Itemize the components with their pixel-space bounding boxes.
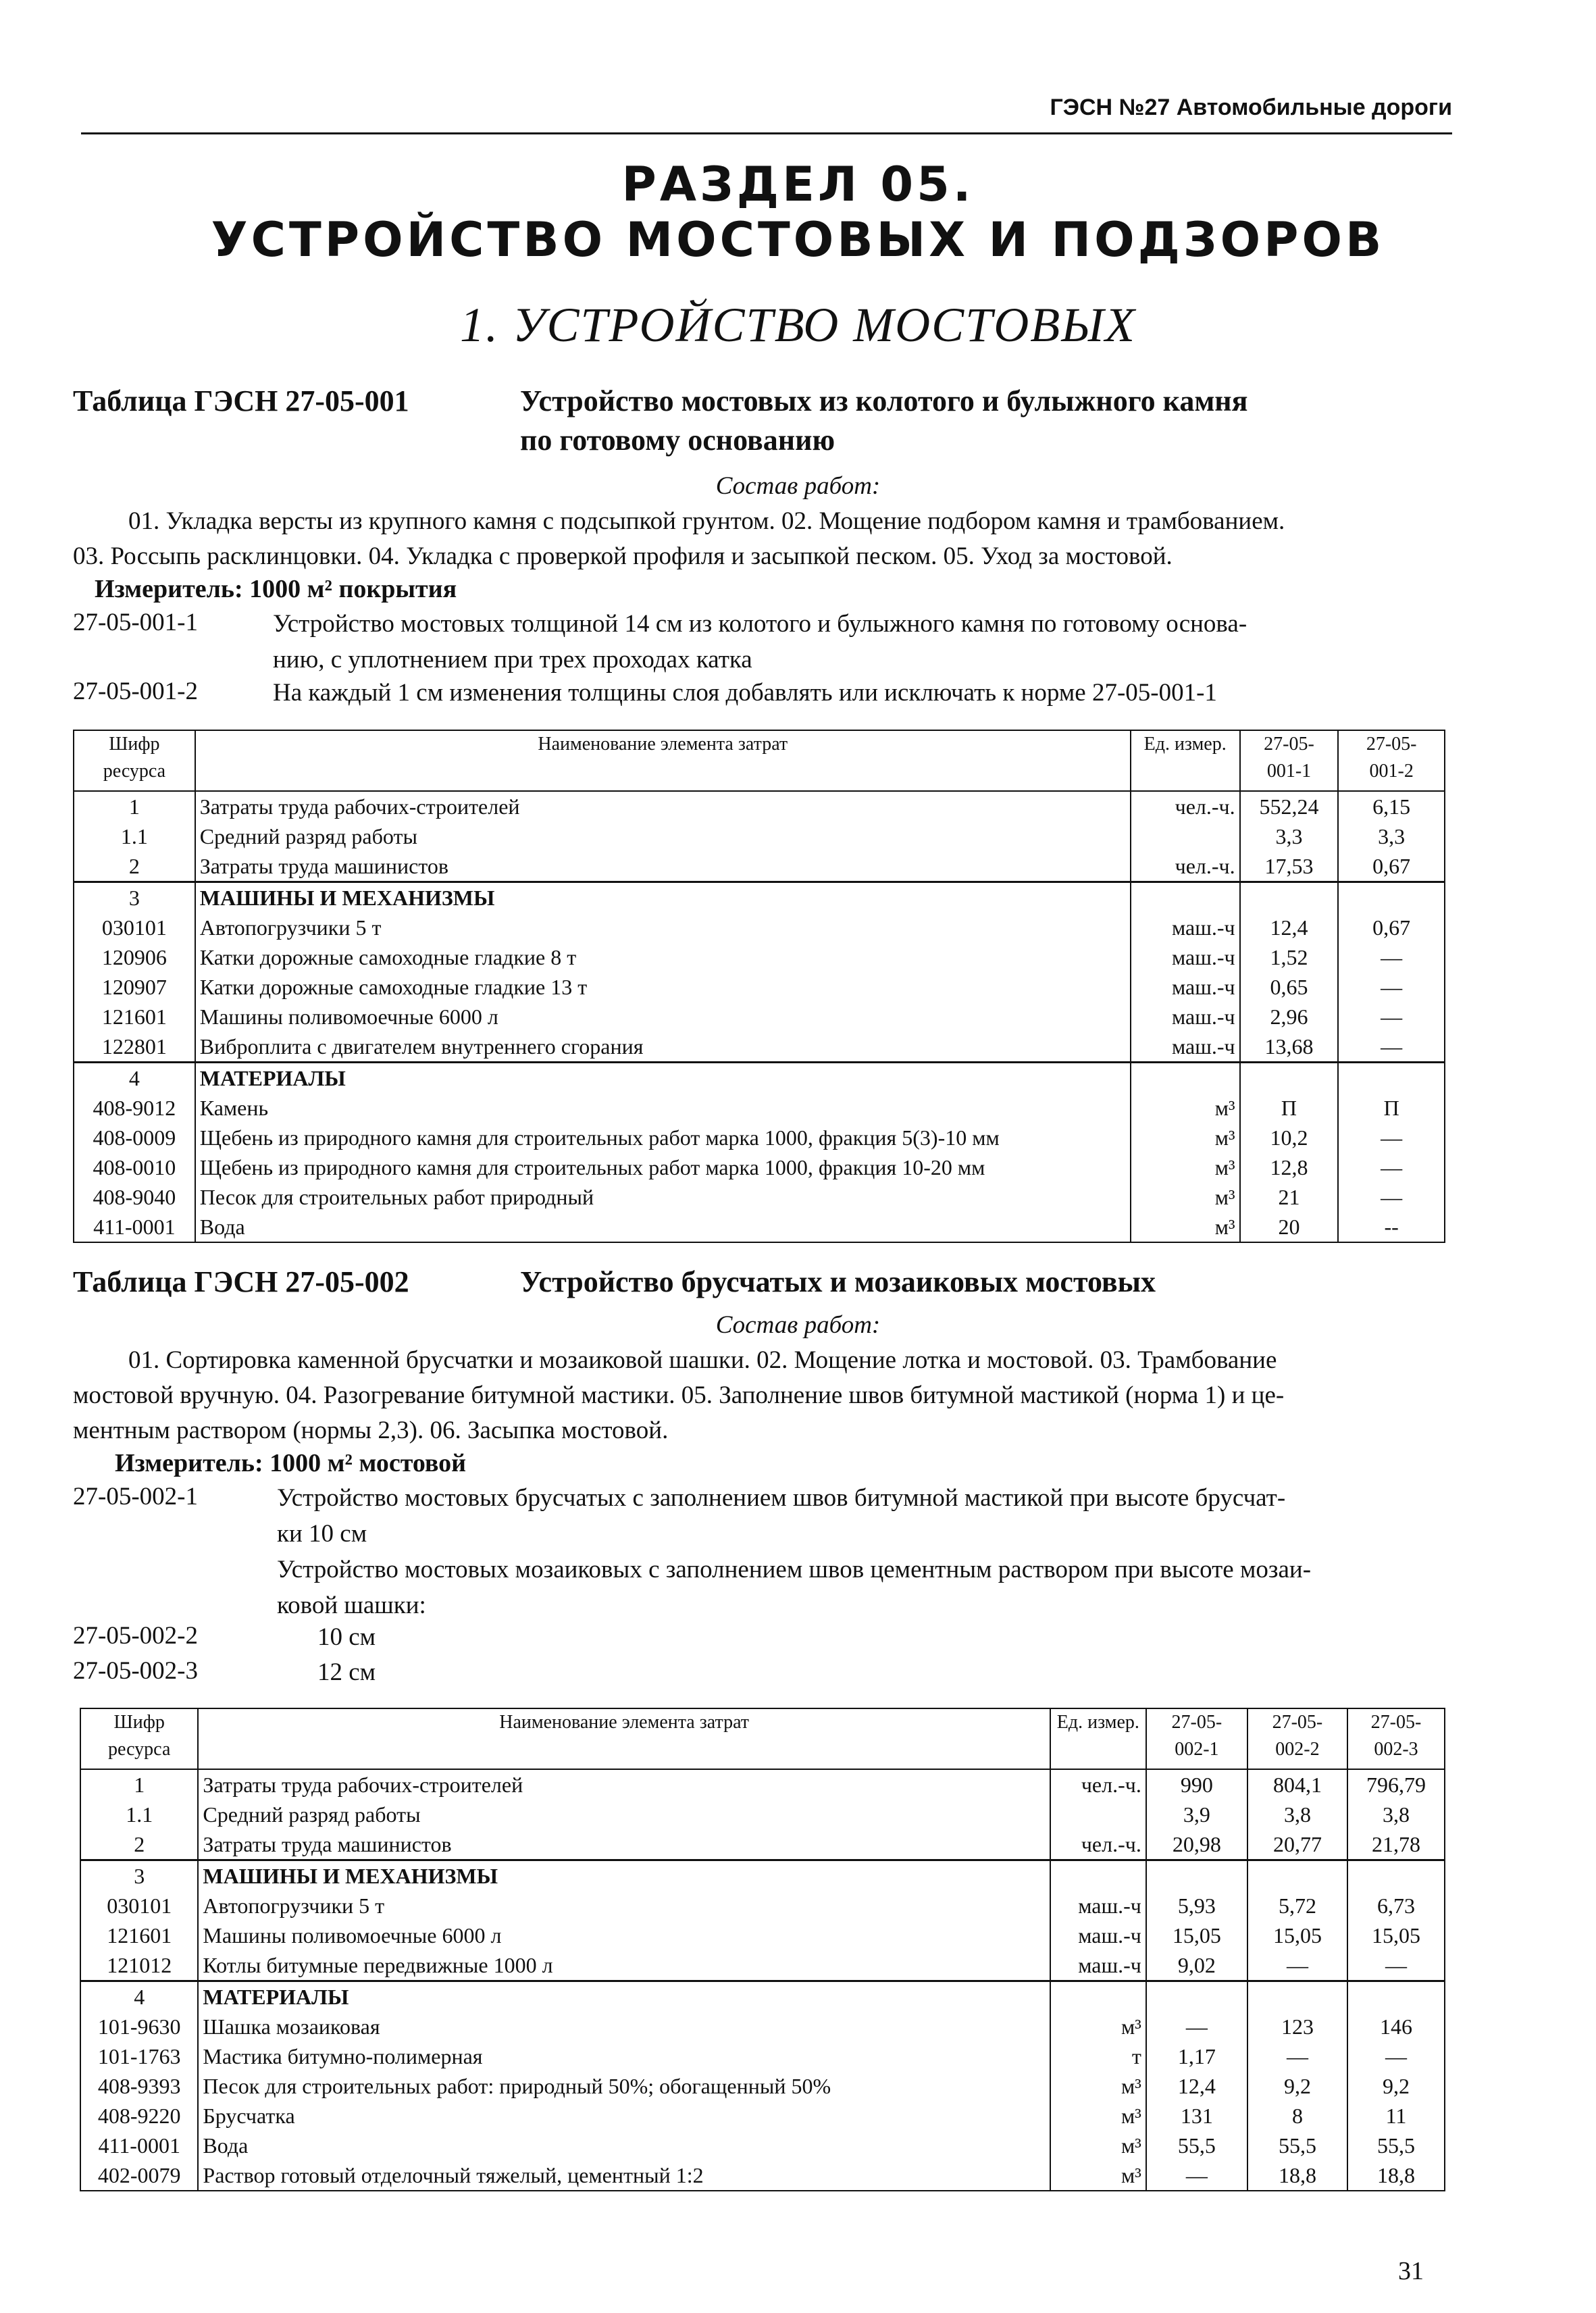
- resource-unit: [1131, 821, 1240, 851]
- norm-value-1: [1146, 1981, 1247, 2012]
- table-row: [74, 791, 1445, 821]
- resource-code: 030101: [74, 913, 195, 942]
- resource-code: 101-1763: [80, 2041, 198, 2071]
- norm-text: нию, с уплотнением при трех проходах катка: [273, 646, 752, 673]
- norm-value-1: 20: [1240, 1212, 1339, 1242]
- resource-code: 408-0010: [74, 1152, 195, 1182]
- group-name: МАШИНЫ И МЕХАНИЗМЫ: [195, 882, 1131, 913]
- resource-code: 121012: [80, 1950, 198, 1981]
- norm-value-1: 20,98: [1146, 1829, 1247, 1860]
- norm-value-2: —: [1247, 1950, 1347, 1981]
- resource-name: Вода: [198, 2131, 1050, 2160]
- resource-name: Катки дорожные самоходные гладкие 8 т: [195, 942, 1131, 972]
- table2-composition-line3: ментным раствором (нормы 2,3). 06. Засыпка мостовой.: [73, 1417, 669, 1444]
- resource-name: Машины поливомоечные 6000 л: [195, 1002, 1131, 1032]
- norm-text: ковой шашки:: [277, 1592, 426, 1619]
- norm-text: Устройство мостовых брусчатых с заполнением швов битумной мастикой при высоте брусчат-: [277, 1484, 1286, 1512]
- resource-code: 408-9393: [80, 2071, 198, 2101]
- resource-unit: маш.-ч: [1131, 1002, 1240, 1032]
- norm-value-2: 55,5: [1247, 2131, 1347, 2160]
- resource-name: Затраты труда рабочих-строителей: [195, 791, 1131, 821]
- resource-unit: маш.-ч: [1050, 1921, 1146, 1950]
- norm-value-2: —: [1338, 972, 1445, 1002]
- resource-unit: т: [1050, 2041, 1146, 2071]
- resource-name: Шашка мозаиковая: [198, 2012, 1050, 2041]
- resource-name: Песок для строительных работ: природный 50%; обогащенный 50%: [198, 2071, 1050, 2101]
- col-header-code: Шифр ресурса: [74, 730, 195, 791]
- table2-composition-caption: Состав работ:: [715, 1311, 881, 1339]
- table1-grid: [73, 730, 1445, 1243]
- resource-unit: маш.-ч: [1131, 1032, 1240, 1063]
- group-row: [74, 1063, 1445, 1094]
- norm-code: 27-05-002-1: [73, 1483, 198, 1510]
- norm-value-2: 20,77: [1247, 1829, 1347, 1860]
- table2-label: Таблица ГЭСН 27-05-002: [73, 1265, 409, 1298]
- norm-value-1: 5,93: [1146, 1891, 1247, 1921]
- norm-value-2: 18,8: [1247, 2160, 1347, 2191]
- norm-value-1: 131: [1146, 2101, 1247, 2131]
- table-row: [74, 1002, 1445, 1032]
- resource-unit: чел.-ч.: [1050, 1769, 1146, 1800]
- resource-unit: [1131, 1063, 1240, 1094]
- norm-value-3: 3,8: [1347, 1800, 1445, 1829]
- resource-code: 121601: [80, 1921, 198, 1950]
- norm-value-1: П: [1240, 1093, 1339, 1123]
- resource-code: 1.1: [80, 1800, 198, 1829]
- resource-name: Мастика битумно-полимерная: [198, 2041, 1050, 2071]
- group-name: МАТЕРИАЛЫ: [195, 1063, 1131, 1094]
- norm-value-3: 9,2: [1347, 2071, 1445, 2101]
- norm-value-1: 3,3: [1240, 821, 1339, 851]
- group-row: [80, 1981, 1445, 2012]
- table-row: [80, 1950, 1445, 1981]
- table1-composition-caption: Состав работ:: [715, 472, 881, 500]
- norm-value-1: [1146, 1860, 1247, 1891]
- resource-code: 2: [74, 851, 195, 882]
- norm-value-2: 0,67: [1338, 851, 1445, 882]
- resource-name: Котлы битумные передвижные 1000 л: [198, 1950, 1050, 1981]
- norm-code: 27-05-001-1: [73, 609, 198, 636]
- resource-unit: маш.-ч: [1131, 913, 1240, 942]
- resource-unit: чел.-ч.: [1131, 851, 1240, 882]
- resource-code: 122801: [74, 1032, 195, 1063]
- norm-value-2: 0,67: [1338, 913, 1445, 942]
- table-row: [74, 942, 1445, 972]
- norm-value-1: —: [1146, 2160, 1247, 2191]
- norm-value-1: 552,24: [1240, 791, 1339, 821]
- norm-text: 12 см: [317, 1658, 376, 1686]
- norm-text: 10 см: [317, 1623, 376, 1651]
- norm-value-2: —: [1338, 1002, 1445, 1032]
- resource-unit: м³: [1131, 1123, 1240, 1152]
- resource-name: Вода: [195, 1212, 1131, 1242]
- table-row: [80, 2131, 1445, 2160]
- resource-unit: маш.-ч: [1131, 972, 1240, 1002]
- norm-text: Устройство мостовых мозаиковых с заполнением швов цементным раствором при высоте мозаи-: [277, 1556, 1312, 1583]
- table-row: [74, 1032, 1445, 1063]
- resource-name: Средний разряд работы: [198, 1800, 1050, 1829]
- table-row: [74, 1123, 1445, 1152]
- resource-name: Средний разряд работы: [195, 821, 1131, 851]
- resource-unit: м³: [1050, 2160, 1146, 2191]
- resource-name: Машины поливомоечные 6000 л: [198, 1921, 1050, 1950]
- resource-code: 408-9220: [80, 2101, 198, 2131]
- resource-name: Щебень из природного камня для строительных работ марка 1000, фракция 10-20 мм: [195, 1152, 1131, 1182]
- table-row: [80, 2071, 1445, 2101]
- norm-value-2: 3,3: [1338, 821, 1445, 851]
- col-header-code: Шифр ресурса: [80, 1708, 198, 1769]
- norm-value-2: 9,2: [1247, 2071, 1347, 2101]
- norm-value-1: 1,52: [1240, 942, 1339, 972]
- norm-value-2: 804,1: [1247, 1769, 1347, 1800]
- resource-unit: м³: [1050, 2101, 1146, 2131]
- resource-name: Брусчатка: [198, 2101, 1050, 2131]
- col-header-name: Наименование элемента затрат: [198, 1708, 1050, 1769]
- table-row: [74, 1182, 1445, 1212]
- resource-unit: м³: [1131, 1093, 1240, 1123]
- table-row: [80, 2041, 1445, 2071]
- col-header-unit: Ед. измер.: [1050, 1708, 1146, 1769]
- resource-name: Раствор готовый отделочный тяжелый, цементный 1:2: [198, 2160, 1050, 2191]
- table-row: [74, 1093, 1445, 1123]
- table-row: [80, 1800, 1445, 1829]
- resource-code: 1: [74, 791, 195, 821]
- norm-value-2: —: [1338, 1182, 1445, 1212]
- table-row: [74, 972, 1445, 1002]
- resource-name: Затраты труда рабочих-строителей: [198, 1769, 1050, 1800]
- resource-unit: м³: [1131, 1212, 1240, 1242]
- group-name: МАШИНЫ И МЕХАНИЗМЫ: [198, 1860, 1050, 1891]
- resource-code: 411-0001: [74, 1212, 195, 1242]
- norm-value-2: 8: [1247, 2101, 1347, 2131]
- norm-value-2: —: [1338, 1123, 1445, 1152]
- table-row: [80, 2160, 1445, 2191]
- resource-unit: м³: [1050, 2131, 1146, 2160]
- resource-code: 4: [80, 1981, 198, 2012]
- group-row: [74, 882, 1445, 913]
- table-header-row: [80, 1708, 1445, 1769]
- table-row: [74, 821, 1445, 851]
- norm-value-1: 12,4: [1146, 2071, 1247, 2101]
- norm-value-1: 13,68: [1240, 1032, 1339, 1063]
- norm-value-3: 796,79: [1347, 1769, 1445, 1800]
- table1-composition-line1: 01. Укладка версты из крупного камня с подсыпкой грунтом. 02. Мощение подбором камня и трамбованием.: [128, 507, 1285, 535]
- table-row: [80, 2012, 1445, 2041]
- resource-name: Камень: [195, 1093, 1131, 1123]
- resource-name: Катки дорожные самоходные гладкие 13 т: [195, 972, 1131, 1002]
- norm-value-1: 1,17: [1146, 2041, 1247, 2071]
- resource-unit: м³: [1131, 1152, 1240, 1182]
- norm-value-1: 12,4: [1240, 913, 1339, 942]
- col-header-norm2: 27-05- 002-2: [1247, 1708, 1347, 1769]
- norm-value-3: 21,78: [1347, 1829, 1445, 1860]
- page-number: 31: [1398, 2257, 1424, 2285]
- resource-code: 101-9630: [80, 2012, 198, 2041]
- col-header-unit: Ед. измер.: [1131, 730, 1240, 791]
- table-row: [80, 2101, 1445, 2131]
- table1-meter: Измеритель: 1000 м² покрытия: [95, 575, 457, 603]
- resource-code: 408-0009: [74, 1123, 195, 1152]
- norm-value-2: 5,72: [1247, 1891, 1347, 1921]
- resource-code: 3: [74, 882, 195, 913]
- table1-composition-line2: 03. Россыпь расклинцовки. 04. Укладка с проверкой профиля и засыпкой песком. 05. Уход за мостовой.: [73, 542, 1173, 570]
- table-row: [80, 1891, 1445, 1921]
- norm-value-2: 3,8: [1247, 1800, 1347, 1829]
- norm-value-1: 3,9: [1146, 1800, 1247, 1829]
- norm-value-1: [1240, 882, 1339, 913]
- resource-code: 402-0079: [80, 2160, 198, 2191]
- resource-code: 3: [80, 1860, 198, 1891]
- norm-value-3: 55,5: [1347, 2131, 1445, 2160]
- col-header-norm1: 27-05- 002-1: [1146, 1708, 1247, 1769]
- running-header-text: ГЭСН №27 Автомобильные дороги: [1050, 95, 1452, 120]
- norm-value-1: 17,53: [1240, 851, 1339, 882]
- norm-value-2: 15,05: [1247, 1921, 1347, 1950]
- resource-name: Автопогрузчики 5 т: [195, 913, 1131, 942]
- subsection-title: 1. УСТРОЙСТВО МОСТОВЫХ: [460, 298, 1136, 352]
- col-header-norm2: 27-05- 001-2: [1338, 730, 1445, 791]
- resource-unit: [1050, 1860, 1146, 1891]
- norm-code: 27-05-001-2: [73, 678, 198, 705]
- resource-unit: [1050, 1800, 1146, 1829]
- norm-value-1: —: [1146, 2012, 1247, 2041]
- resource-unit: м³: [1131, 1182, 1240, 1212]
- table2-meter: Измеритель: 1000 м² мостовой: [115, 1449, 467, 1477]
- section-heading: УСТРОЙСТВО МОСТОВЫХ И ПОДЗОРОВ: [211, 212, 1385, 268]
- col-header-name: Наименование элемента затрат: [195, 730, 1131, 791]
- norm-code: 27-05-002-3: [73, 1657, 198, 1685]
- resource-name: Затраты труда машинистов: [195, 851, 1131, 882]
- resource-unit: м³: [1050, 2071, 1146, 2101]
- norm-value-2: [1338, 882, 1445, 913]
- table2-composition-line1: 01. Сортировка каменной брусчатки и мозаиковой шашки. 02. Мощение лотка и мостовой. 03. Трамбование: [128, 1346, 1277, 1374]
- table-row: [74, 1152, 1445, 1182]
- norm-value-3: [1347, 1860, 1445, 1891]
- resource-code: 120906: [74, 942, 195, 972]
- norm-value-2: —: [1338, 942, 1445, 972]
- resource-code: 2: [80, 1829, 198, 1860]
- resource-unit: чел.-ч.: [1131, 791, 1240, 821]
- resource-unit: маш.-ч: [1050, 1891, 1146, 1921]
- table2-composition-line2: мостовой вручную. 04. Разогревание битумной мастики. 05. Заполнение швов битумной мастикой (норма 1) и це-: [73, 1381, 1285, 1409]
- resource-code: 030101: [80, 1891, 198, 1921]
- resource-unit: [1050, 1981, 1146, 2012]
- norm-value-1: 2,96: [1240, 1002, 1339, 1032]
- resource-code: 4: [74, 1063, 195, 1094]
- resource-unit: маш.-ч: [1050, 1950, 1146, 1981]
- norm-text: На каждый 1 см изменения толщины слоя добавлять или исключать к норме 27-05-001-1: [273, 679, 1217, 707]
- table2-grid: [80, 1708, 1445, 2191]
- norm-text: Устройство мостовых толщиной 14 см из колотого и булыжного камня по готовому основа-: [273, 610, 1247, 638]
- table-row: [80, 1769, 1445, 1800]
- col-header-norm1: 27-05- 001-1: [1240, 730, 1339, 791]
- resource-code: 1.1: [74, 821, 195, 851]
- norm-value-2: 6,15: [1338, 791, 1445, 821]
- norm-value-2: П: [1338, 1093, 1445, 1123]
- resource-unit: маш.-ч: [1131, 942, 1240, 972]
- resource-name: Затраты труда машинистов: [198, 1829, 1050, 1860]
- resource-name: Автопогрузчики 5 т: [198, 1891, 1050, 1921]
- norm-value-1: 55,5: [1146, 2131, 1247, 2160]
- table-row: [80, 1829, 1445, 1860]
- resource-code: 408-9040: [74, 1182, 195, 1212]
- norm-value-3: 6,73: [1347, 1891, 1445, 1921]
- norm-value-3: [1347, 1981, 1445, 2012]
- norm-value-1: 9,02: [1146, 1950, 1247, 1981]
- group-name: МАТЕРИАЛЫ: [198, 1981, 1050, 2012]
- norm-value-2: [1247, 1981, 1347, 2012]
- norm-value-2: —: [1338, 1032, 1445, 1063]
- norm-value-3: 11: [1347, 2101, 1445, 2131]
- norm-value-2: --: [1338, 1212, 1445, 1242]
- resource-unit: [1131, 882, 1240, 913]
- table-row: [80, 1921, 1445, 1950]
- norm-text: ки 10 см: [277, 1520, 367, 1548]
- norm-value-1: [1240, 1063, 1339, 1094]
- col-header-norm3: 27-05- 002-3: [1347, 1708, 1445, 1769]
- resource-unit: чел.-ч.: [1050, 1829, 1146, 1860]
- resource-code: 121601: [74, 1002, 195, 1032]
- norm-value-3: —: [1347, 1950, 1445, 1981]
- norm-value-2: [1338, 1063, 1445, 1094]
- norm-value-1: 21: [1240, 1182, 1339, 1212]
- table-row: [74, 1212, 1445, 1242]
- norm-value-2: —: [1338, 1152, 1445, 1182]
- norm-value-2: —: [1247, 2041, 1347, 2071]
- resource-code: 120907: [74, 972, 195, 1002]
- norm-value-1: 990: [1146, 1769, 1247, 1800]
- norm-value-3: 146: [1347, 2012, 1445, 2041]
- running-header: [81, 95, 1452, 134]
- section-title: РАЗДЕЛ 05.: [621, 157, 975, 212]
- table1-title-line2: по готовому основанию: [520, 424, 835, 457]
- norm-value-3: 18,8: [1347, 2160, 1445, 2191]
- resource-name: Виброплита с двигателем внутреннего сгорания: [195, 1032, 1131, 1063]
- norm-value-1: 0,65: [1240, 972, 1339, 1002]
- table2-title: Устройство брусчатых и мозаиковых мостовых: [520, 1265, 1156, 1298]
- norm-value-2: 123: [1247, 2012, 1347, 2041]
- norm-value-1: 15,05: [1146, 1921, 1247, 1950]
- norm-value-1: 12,8: [1240, 1152, 1339, 1182]
- norm-value-3: —: [1347, 2041, 1445, 2071]
- table-row: [74, 851, 1445, 882]
- norm-value-1: 10,2: [1240, 1123, 1339, 1152]
- table1-label: Таблица ГЭСН 27-05-001: [73, 384, 409, 417]
- table-row: [74, 913, 1445, 942]
- norm-code: 27-05-002-2: [73, 1622, 198, 1650]
- table1-title-line1: Устройство мостовых из колотого и булыжного камня: [520, 384, 1248, 417]
- resource-unit: м³: [1050, 2012, 1146, 2041]
- resource-code: 411-0001: [80, 2131, 198, 2160]
- resource-code: 1: [80, 1769, 198, 1800]
- resource-name: Песок для строительных работ природный: [195, 1182, 1131, 1212]
- resource-code: 408-9012: [74, 1093, 195, 1123]
- group-row: [80, 1860, 1445, 1891]
- norm-value-2: [1247, 1860, 1347, 1891]
- resource-name: Щебень из природного камня для строительных работ марка 1000, фракция 5(3)-10 мм: [195, 1123, 1131, 1152]
- table-header-row: [74, 730, 1445, 791]
- norm-value-3: 15,05: [1347, 1921, 1445, 1950]
